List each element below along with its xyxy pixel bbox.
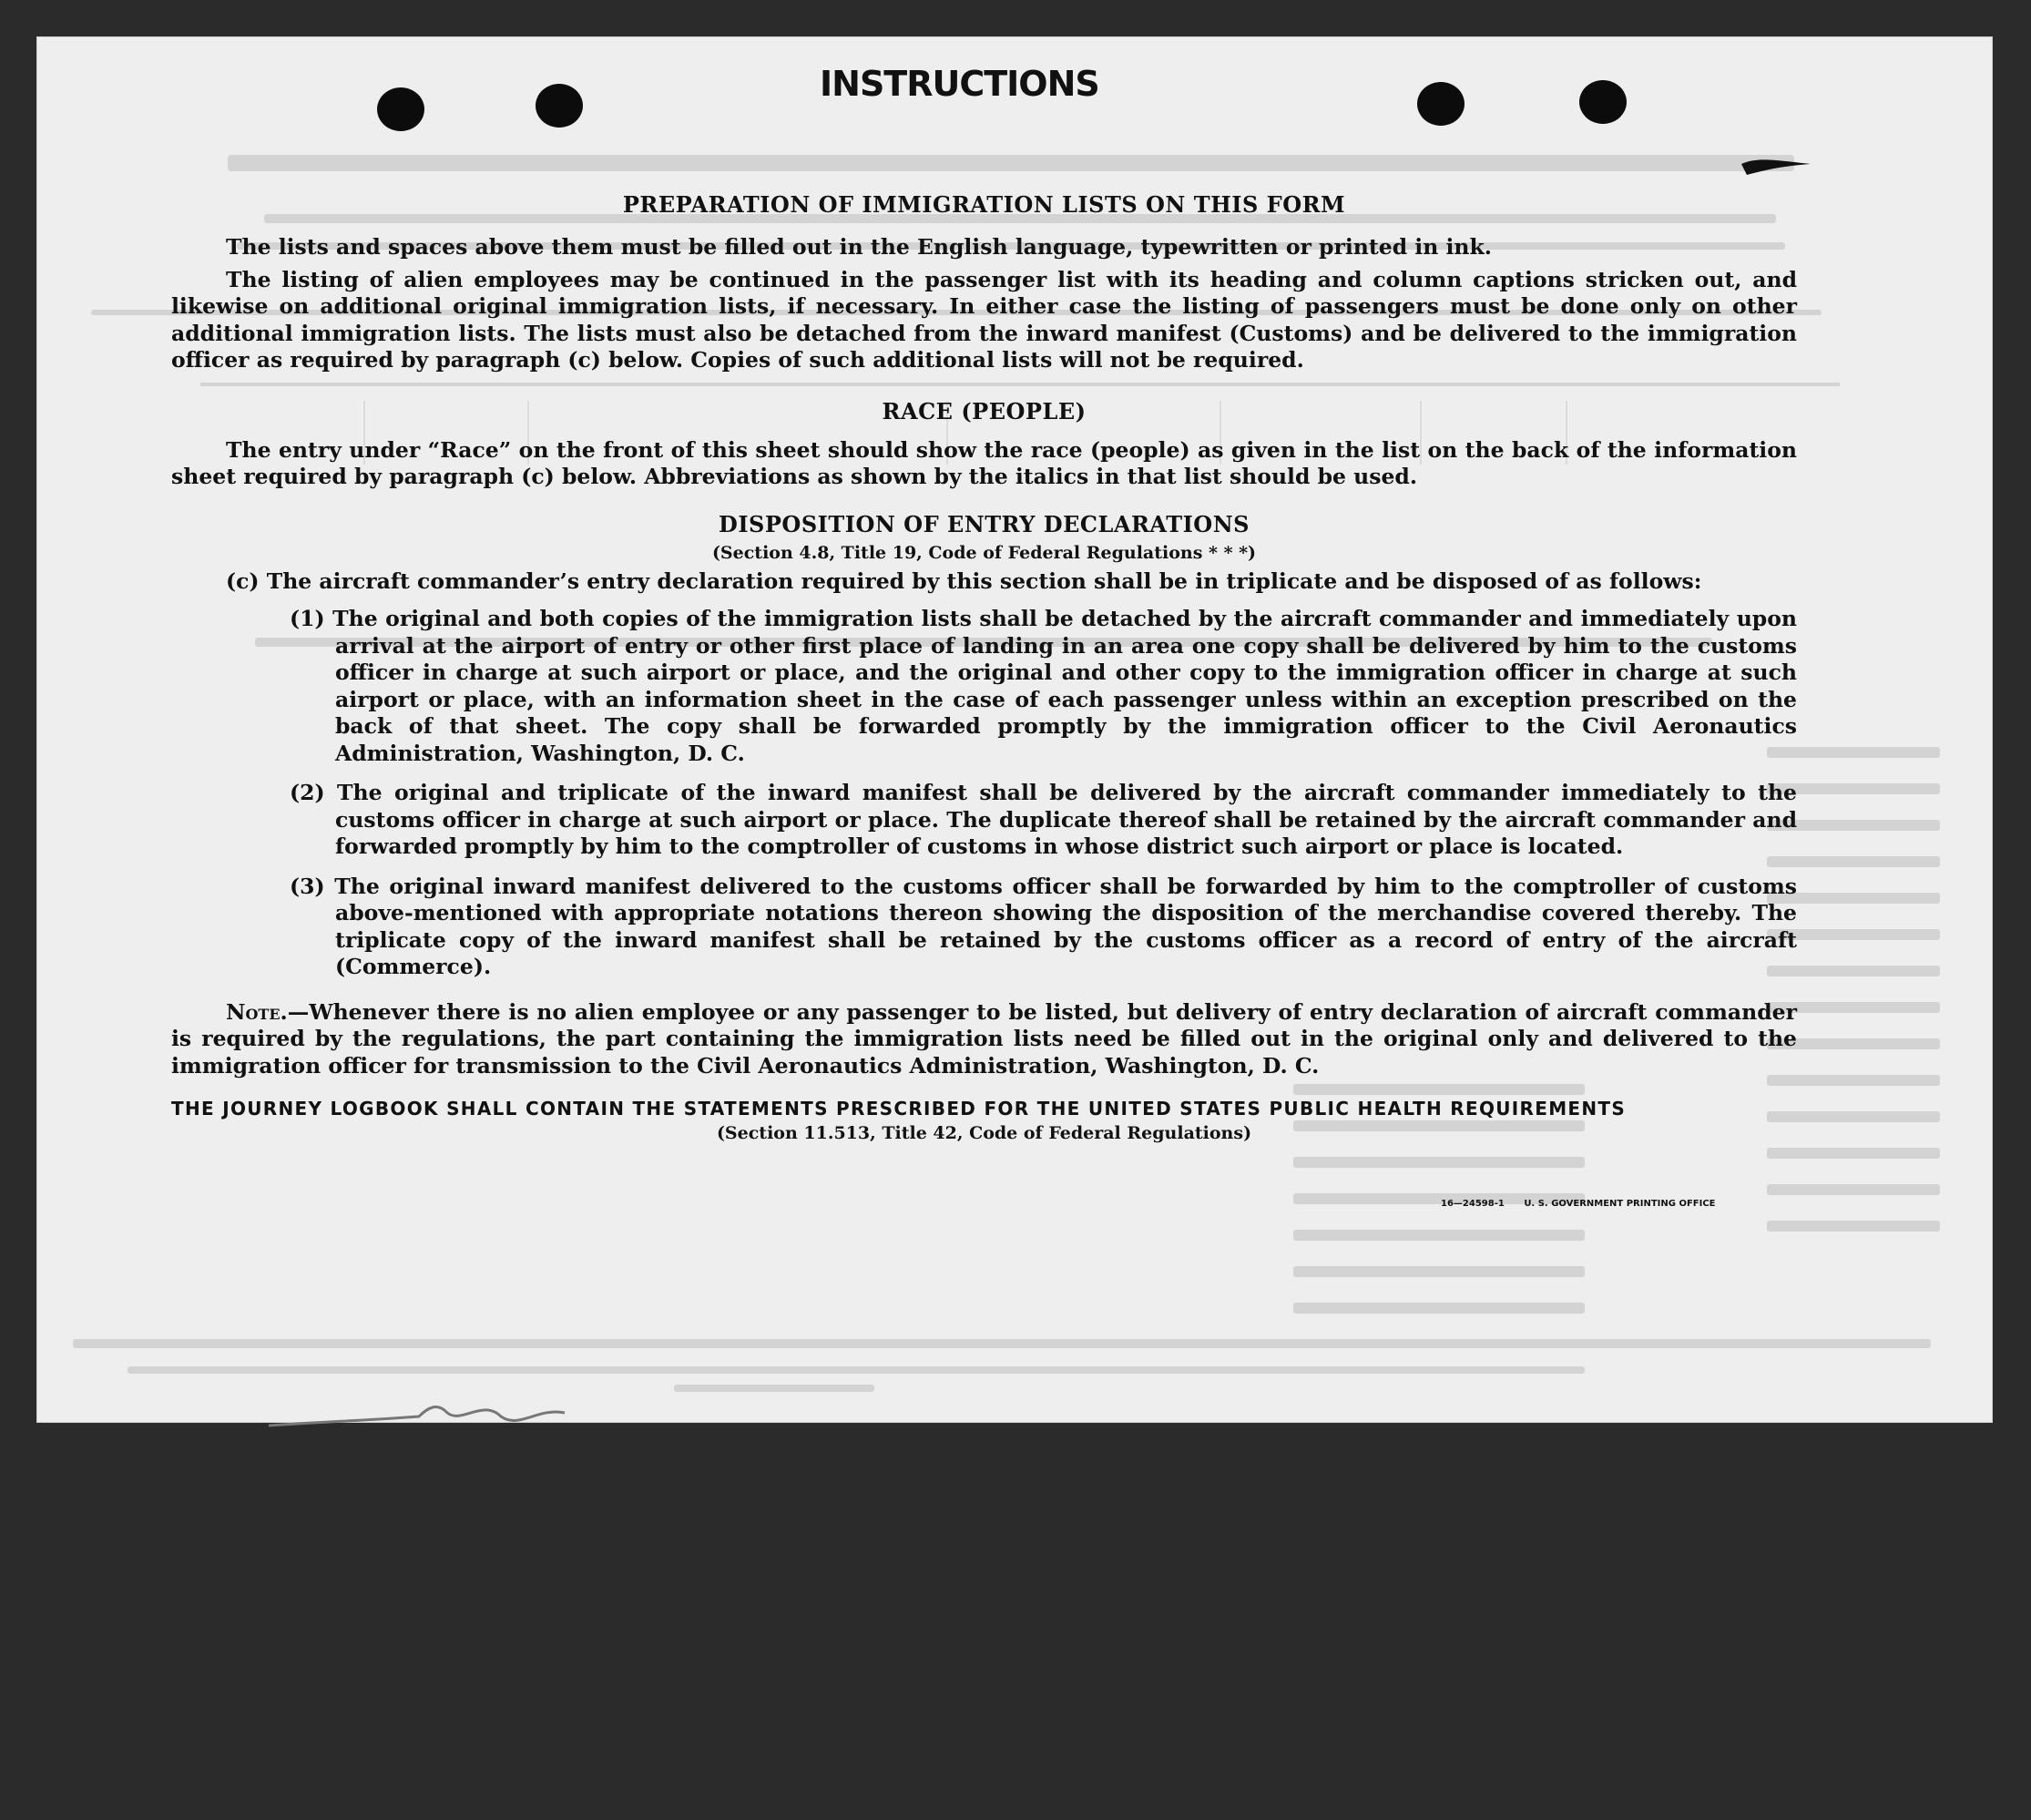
footer-print-code	[1441, 1199, 1732, 1209]
race-heading: RACE (PEOPLE)	[882, 397, 1087, 424]
race-paragraph: The entry under “Race” on the front of this sheet should show the race (people) as given in the list on the back of the information sheet required by paragraph (c) below. Abbreviations as shown by the italics in that list should be used.	[171, 436, 1797, 489]
printer-name: U. S. GOVERNMENT PRINTING OFFICE	[1524, 1199, 1716, 1209]
note-paragraph	[171, 999, 1797, 1080]
preparation-paragraph-1: The lists and spaces above them must be filled out in the English language, typewritten or printed in ink.	[226, 234, 1492, 260]
disposition-intro: (c) The aircraft commander’s entry declaration required by this section shall be in triplicate and be disposed of as follows:	[226, 567, 1702, 594]
preparation-heading: PREPARATION OF IMMIGRATION LISTS ON THIS FORM	[622, 191, 1346, 218]
note-text: —Whenever there is no alien employee or any passenger to be listed, but delivery of entry declaration of aircraft commander is required by the regulations, the part containing the immigration lists need be filled out in the original only and delivered to the immigration officer for transmission to the Civil Aeronautics Administration, Washington, D. C.	[171, 998, 1797, 1079]
disposition-item-2: (2) The original and triplicate of the inward manifest shall be delivered by the aircraft commander immediately to the customs officer in charge at such airport or place. The duplicate thereof shall be retained by the aircraft commander and forwarded promptly by him to the comptroller of customs in whose district such airport or place is located.	[290, 780, 1797, 859]
disposition-heading: DISPOSITION OF ENTRY DECLARATIONS	[719, 510, 1250, 537]
form-code: 16—24598-1	[1441, 1199, 1505, 1209]
health-requirements-line: THE JOURNEY LOGBOOK SHALL CONTAIN THE STATEMENTS PRESCRIBED FOR THE UNITED STATES PUBLIC HEALTH REQUIREMENTS	[171, 1098, 1627, 1120]
note-label: Note.	[226, 998, 288, 1025]
health-citation: (Section 11.513, Title 42, Code of Federal Regulations)	[716, 1123, 1252, 1143]
disposition-item-1: (1) The original and both copies of the immigration lists shall be detached by the aircraft commander and immediately upon arrival at the airport of entry or other first place of landing in an area one copy shall be delivered by him to the customs officer in charge at such airport or place, and the original and other copy to the immigration officer in charge at such airport or place, with an information sheet in the case of each passenger unless within an exception prescribed on the back of that sheet. The copy shall be forwarded promptly by the immigration officer to the Civil Aeronautics Administration, Washington, D. C.	[290, 606, 1797, 766]
disposition-item-3: (3) The original inward manifest delivered to the customs officer shall be forwarded by him to the comptroller of customs above-mentioned with appropriate notations thereon showing the disposition of the merchandise covered thereby. The triplicate copy of the inward manifest shall be retained by the customs officer as a record of entry of the aircraft (Commerce).	[290, 873, 1797, 979]
document-title: INSTRUCTIONS	[820, 64, 1099, 104]
preparation-paragraph-2: The listing of alien employees may be continued in the passenger list with its heading and column captions stricken out, and likewise on additional original immigration lists, if necessary. In either case the listing of passengers must be done only on other additional immigration lists. The lists must also be detached from the inward manifest (Customs) and be delivered to the immigration officer as required by paragraph (c) below. Copies of such additional lists will not be required.	[171, 266, 1797, 373]
disposition-citation: (Section 4.8, Title 19, Code of Federal Regulations * * *)	[711, 542, 1257, 563]
instructions-body	[171, 55, 1797, 1143]
signature-scribble	[264, 1389, 574, 1444]
